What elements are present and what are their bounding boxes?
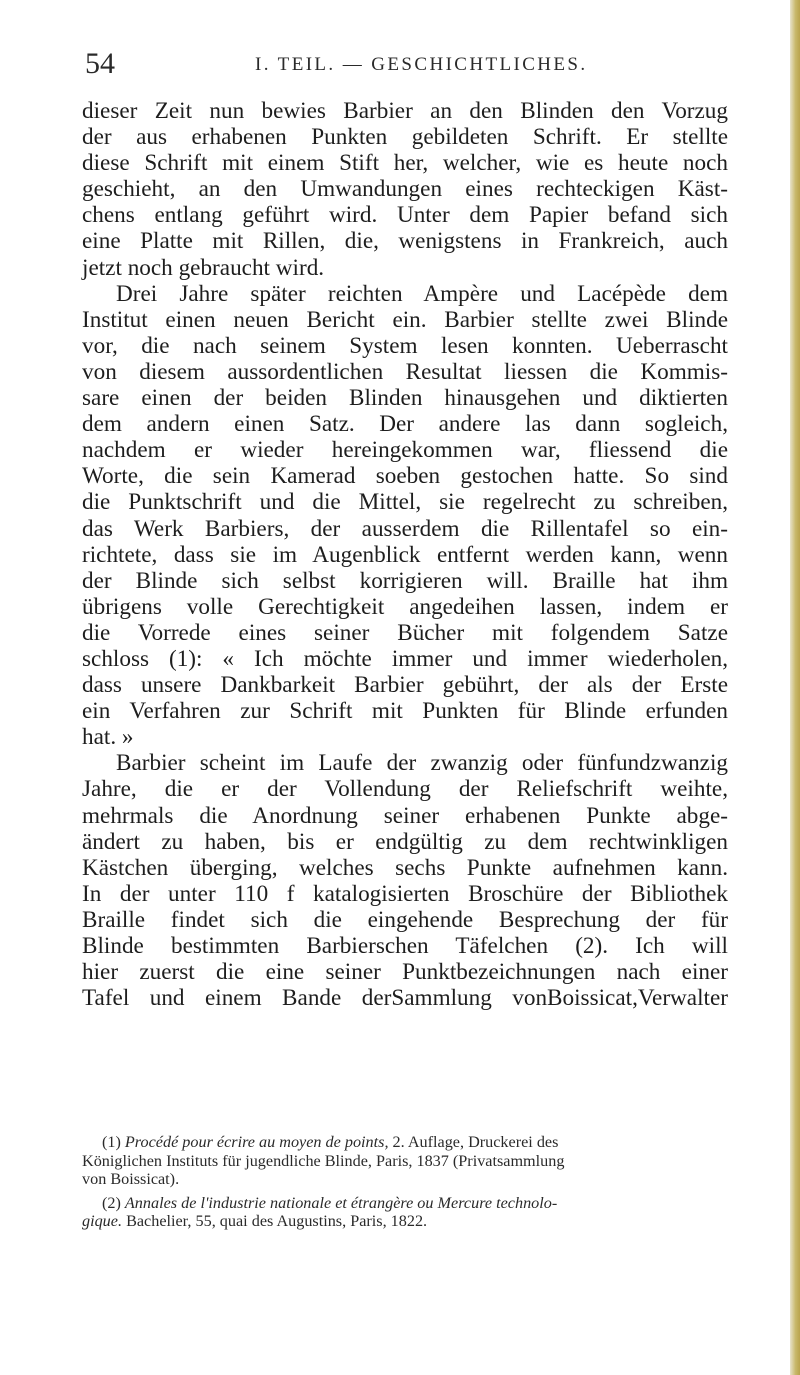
footnote-title: Annales de l'industrie nationale et étrangère ou Mercure technolo- [124,1193,558,1212]
text-line: Institut einen neuen Bericht ein. Barbier stellte zwei Blinde [82,306,728,333]
text-line: diese Schrift mit einem Stift her, welcher, wie es heute noch [82,150,728,177]
footnote-line: von Boissicat). [82,1170,180,1189]
text-line: Worte, die sein Kamerad soeben gestochen hatte. So sind [82,463,728,490]
page-number: 54 [85,47,115,80]
text-line: Braille findet sich die eingehende Besprechung der für [82,906,728,933]
text-line: Barbier scheint im Laufe der zwanzig oder fünfundzwanzig [116,750,728,777]
footnote-line [82,1212,728,1231]
text-line: eine Platte mit Rillen, die, wenigstens in Frankreich, auch [82,228,728,255]
text-line: hier zuerst die eine seiner Punktbezeichnungen nach einer [82,959,728,986]
text-line: Jahre, die er der Vollendung der Reliefschrift weihte, [82,776,728,803]
page-edge [790,0,800,1375]
text-line: mehrmals die Anordnung seiner erhabenen Punkte abge- [82,802,728,829]
text-line: schloss (1): « Ich möchte immer und immer wiederholen, [82,645,728,672]
text-line: nachdem er wieder hereingekommen war, fliessend die [82,437,728,464]
footnote-1 [82,1133,728,1189]
text-line: Tafel und einem Bande derSammlung vonBoissicat,Verwalter [82,985,728,1012]
footnote-title: Procédé pour écrire au moyen de points, [124,1133,389,1151]
text-line: die Vorrede eines seiner Bücher mit folgendem Satze [82,619,728,646]
text-line: Blinde bestimmten Barbierschen Täfelchen (2). Ich will [82,933,728,959]
text-line: jetzt noch gebraucht wird. [82,254,325,281]
body-text [82,98,728,1011]
text-line: dem andern einen Satz. Der andere las dann sogleich, [82,411,728,438]
text-line: von diesem aussordentlichen Resultat liessen die Kommis- [82,358,728,385]
text-line: der aus erhabenen Punkten gebildeten Schrift. Er stellte [82,124,728,151]
text-line: der Blinde sich selbst korrigieren will. Braille hat ihm [82,567,728,594]
text-line: sare einen der beiden Blinden hinausgehen und diktierten [82,385,728,412]
footnote-text: 2. Auflage, Druckerei des [392,1133,559,1151]
text-line: richtete, dass sie im Augenblick entfernt werden kann, wenn [82,541,728,568]
text-line: übrigens volle Gerechtigkeit angedeihen lassen, indem er [82,593,728,620]
footnotes [82,1133,728,1231]
footnote-marker: (2) [102,1193,121,1212]
text-line: geschieht, an den Umwandungen eines rechteckigen Käst- [82,176,728,203]
text-line: Drei Jahre später reichten Ampère und Lacépède dem [116,280,728,307]
text-line: Kästchen überging, welches sechs Punkte aufnehmen kann. [82,854,728,881]
text-line: vor, die nach seinem System lesen konnten. Ueberrascht [82,332,728,359]
text-line: ändert zu haben, bis er endgültig zu dem rechtwinkligen [82,828,728,855]
text-line: dieser Zeit nun bewies Barbier an den Blinden den Vorzug [82,98,728,124]
text-line: hat. » [82,724,134,751]
text-line: dass unsere Dankbarkeit Barbier gebührt, der als der Erste [82,672,728,699]
footnote-text: Bachelier, 55, quai des Augustins, Paris, 1822. [126,1212,428,1231]
text-line: ein Verfahren zur Schrift mit Punkten für Blinde erfunden [82,698,728,725]
footnote-2 [82,1194,728,1231]
text-line: In der unter 110 f katalogisierten Broschüre der Bibliothek [82,880,728,907]
text-line: chens entlang geführt wird. Unter dem Papier befand sich [82,202,728,229]
running-head: I. TEIL. — GESCHICHTLICHES. [255,54,588,75]
text-line: die Punktschrift und die Mittel, sie regelrecht zu schreiben, [82,489,728,516]
footnote-title: gique. [82,1212,123,1231]
page-header [85,44,725,84]
footnote-line [82,1194,728,1213]
text-line: das Werk Barbiers, der ausserdem die Rillentafel so ein- [82,515,728,542]
footnote-line: Königlichen Instituts für jugendliche Blinde, Paris, 1837 (Privatsammlung [82,1151,565,1170]
footnote-marker: (1) [102,1133,121,1151]
footnote-line [82,1133,728,1152]
